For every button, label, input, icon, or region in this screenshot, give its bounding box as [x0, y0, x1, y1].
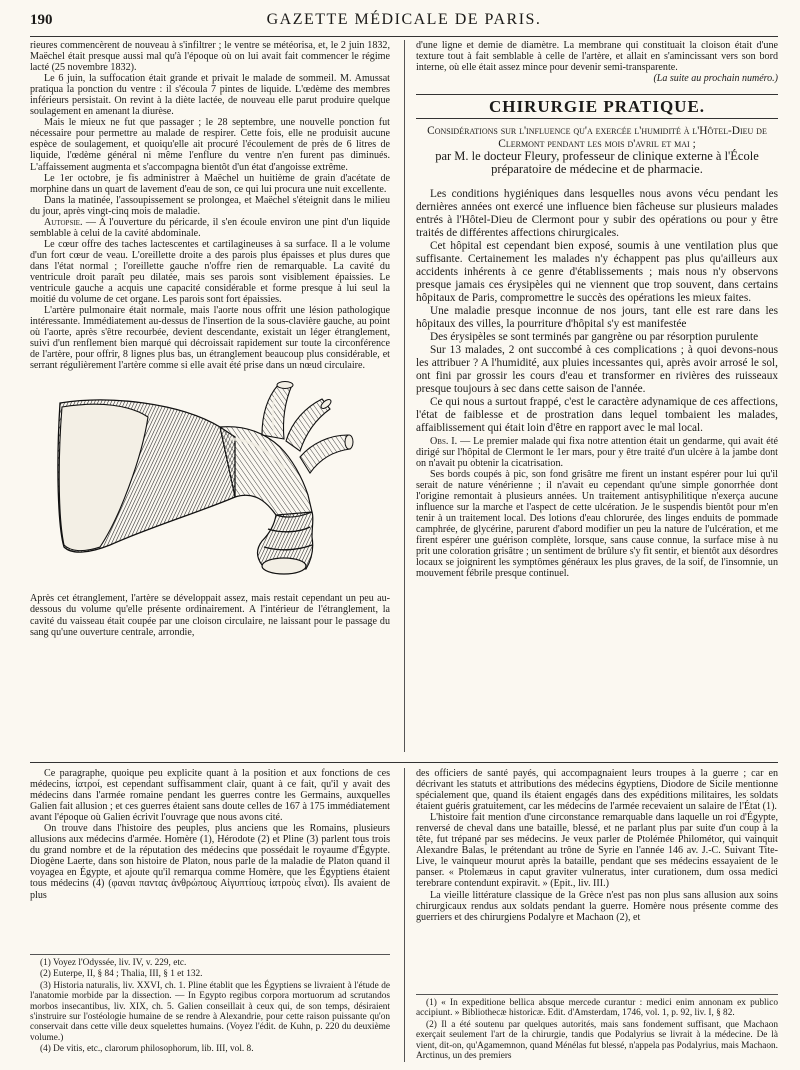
paragraph: La vieille littérature classique de la Grèce n'est pas non plus sans allusion aux soins chirurgicaux rendus aux soldats pendant la guerre. Homère nous présente comme des guerriers et des chirurgiens Podalyre et Machaon (2), et — [416, 889, 778, 923]
paragraph: Le cœur offre des taches lactescentes et cartilagineuses à sa surface. Il a le volume d'un fort cœur de veau. L'oreillette droite a des parois plus épaisses et plus dures que dans l'état normal ; l'oreillette gauche n'offre rien de remarquable. La cavité du ventricule droit paraît peu dilatée, mais ses parois sont visiblement épaissies. Le ventricule gauche a acquis une capacité considérable et forme presque à lui seul la moitié du volume de cet organe. Les parois sont fort épaissies. — [30, 238, 390, 306]
footnote: (3) Historia naturalis, liv. XXVI, ch. 1. Pline établit que les Égyptiens se livraient à l'étude de l'anatomie morbide par la dissection. — In Egypto regibus corpora mortuorum ad scrutandos morbos insecantibus, liv. XIX, ch. 5. Galien conseillait à ceux qui, de son temps, désiraient s'instruire sur l'ostéologie humaine de se rendre à Alexandrie, pour cette raison puissante qu'on conservait dans cette ville deux squelettes humains. (Voyez l'édit. de Kuhn, p. 220 du deuxième volume.) — [30, 980, 390, 1043]
section-title: CHIRURGIE PRATIQUE. — [416, 94, 778, 119]
paragraph: Mais le mieux ne fut que passager ; le 28 septembre, une nouvelle ponction fut nécessaire pour permettre au malade de respirer. Cette fois, elle ne produisit aucune espèce de soulagement, et quoiqu'elle ait procuré l'écoulement de près de 6 litres de liquide, l'œdème général ni même l'enflure du ventre n'en furent pas diminués. L'affaissement augmenta et s'accompagna bientôt d'un état d'angoisse extrême. — [30, 117, 390, 173]
footnote: (2) Il a été soutenu par quelques autorités, mais sans fondement suffisant, que Machaon exerçait seulement l'art de la chirurgie, tandis que Podalyrius se livrait à la médecine. De là vient, dit-on, qu'Agamemnon, quand Ménélas fut blessé, n'appela pas Podalyrius, mais Machaon. Arctinus, un des premiers — [416, 1019, 778, 1062]
article-heading — [416, 125, 778, 175]
page-number: 190 — [30, 12, 53, 28]
journal-title: GAZETTE MÉDICALE DE PARIS. — [266, 11, 542, 28]
observation-paragraph — [416, 436, 778, 469]
paragraph: Ses bords coupés à pic, son fond grisâtre me firent un instant espérer pour lui qu'il serait de nature vénérienne ; il n'avait eu cependant qu'une simple gonorrhée dont l'origine remontait à plusieurs années. Un traitement antisyphilitique n'exerça aucune influence sur la marche et l'aspect de cette ulcération. Je le suspendis bientôt pour m'en tenir à un traitement local. Des lotions d'eau chlorurée, des linges enduits de pommade camphrée, de glycérine, parurent d'abord modifier un peu la nature de l'ulcération, et me firent espérer une guérison complète, lorsque, sans cause connue, la surface mise à nu prit une coloration grisâtre ; un sentiment de brûlure s'y fit sentir, et bientôt aux désordres locaux se joignirent les symptômes généraux les plus graves, de la soif, de l'insomnie, un mouvement fébrile presque continuel. — [416, 468, 778, 580]
footnote-rule — [416, 994, 778, 995]
footnote: (1) Voyez l'Odyssée, liv. IV, v. 229, etc. — [40, 958, 187, 968]
footnotes-right — [416, 998, 778, 1062]
paragraph: rieures commencèrent de nouveau à s'infiltrer ; le ventre se météorisa, et, le 2 juin 1832, Maëchel était presque aussi mal qu'à l'époque où on lui avait fait commencer le régime lacté (25 novembre 1832). — [30, 40, 390, 74]
paragraph: Des érysipèles se sont terminés par gangrène ou par résorption purulente — [430, 331, 759, 344]
paragraph: Une maladie presque inconnue de nos jours, tant elle est rare dans les hôpitaux des villes, la pourriture d'hôpital s'y est manifestée — [416, 305, 778, 331]
paragraph: L'artère pulmonaire était normale, mais l'aorte nous offrit une lésion pathologique intéressante. Immédiatement au-dessus de l'insertion de la sous-clavière gauche, au point où l'aorte, après s'être recourbée, devient descendante, existait un léger étranglement, suivi d'un renflement bien marqué qui décroissait rapidement sur toute la circonférence de l'artère, pour offrir, 8 lignes plus bas, un étranglement beaucoup plus considérable, et serrant régulièrement l'artère comme si elle avait été prise dans un nœud circulaire. — [30, 305, 390, 372]
footnote: (2) Euterpe, II, § 84 ; Thalia, III, § 1 et 132. — [40, 969, 203, 980]
aorta-illustration — [30, 377, 390, 585]
feuilleton-rule — [30, 762, 778, 763]
paragraph: L'histoire fait mention d'une circonstance remarquable dans laquelle un roi d'Égypte, renversé de cheval dans une bataille, blessé, et ne parlant plus par suite d'un coup à la tête, fut trépané par ses médecins. Je veux parler de Ptolémée Philométor, qui vainquit Alexandre Balas, le prétendant au trône de Syrie en l'année 146 av. J.-C. Suivant Tite-Live, le vainqueur mourut après la bataille, pendant que ses médecins essayaient de le panser. « Ptolemæus in caput graviter vulneratus, inter curationem, dum ossa medici terebrare contendunt expiravit. » (Epit., liv. III.) — [416, 812, 778, 890]
feuilleton-left — [30, 768, 390, 950]
article-body — [416, 188, 778, 436]
paragraph: Sur 13 malades, 2 ont succombé à ces complications ; à quoi devons-nous les attribuer ? A l'humidité, aux pluies incessantes qui, après avoir arrosé le sol, ont fini par grossir les cours d'eau et transformer en rivières des ruisseaux presque toujours à sec dans cette saison de l'année. — [416, 344, 778, 396]
paragraph: d'une ligne et demie de diamètre. La membrane qui constituait la cloison était d'une texture tout à fait semblable à celle de l'artère, et allait en s'amincissant vers son bord interne, où elle était assez mince pour devenir semi-transparente. — [416, 40, 778, 74]
paragraph: Le 1er octobre, je fis administrer à Maëchel un huitième de grain d'acétate de morphine dans un quart de lavement d'eau de son, ce qui lui procura une nuit excellente. — [30, 172, 390, 195]
paragraph: Après cet étranglement, l'artère se développait assez, mais restait cependant un peu au-dessous du volume qu'elle présente ordinairement. A l'intérieur de l'étranglement, la cavité du vaisseau était coupée par une cloison circulaire, ne laissant pour le passage du sang qu'une ouverture centrale, arrondie, — [30, 593, 390, 638]
autopsie-label: Autopsie. — [44, 216, 83, 228]
paragraph: des officiers de santé payés, qui accompagnaient leurs troupes à la guerre ; car en décrivant les statuts et attributions des médecins égyptiens, Diodore de Sicile mentionne spécialement que, quand ils étaient engagés dans des expéditions militaires, les soldats étaient guéris gratuitement, car les médecins de l'armée recevaient un salaire de l'État (1). — [416, 768, 778, 813]
article-byline: par M. le docteur Fleury, professeur de clinique externe à l'École préparatoire de médecine et de pharmacie. — [435, 149, 759, 177]
paragraph: Ce qui nous a surtout frappé, c'est le caractère adynamique de ces affections, l'état de faiblesse et de prostration dans lequel tombaient les malades, affaiblissement qui était loin d'être en rapport avec le mal local. — [416, 396, 778, 435]
paragraph: Dans la matinée, l'assoupissement se prolongea, et Maëchel s'éteignit dans le milieu du jour, après vingt-cinq mois de maladie. — [30, 194, 390, 217]
footnote: (4) De vitis, etc., clarorum philosophorum, lib. III, vol. 8. — [40, 1044, 254, 1055]
feuilleton-right — [416, 768, 778, 990]
autopsie-text: — A l'ouverture du péricarde, il s'en écoule environ une pint d'un liquide semblable à celui de la cavité abdominale. — [30, 216, 390, 239]
running-header — [30, 10, 778, 32]
autopsie-paragraph — [30, 217, 390, 239]
footnotes-left — [30, 958, 390, 1062]
right-column — [416, 40, 778, 756]
paragraph: Le 6 juin, la suffocation était grande et privait le malade de sommeil. M. Amussat pratiqua la ponction du ventre : il s'écoula 7 pintes de liquide. L'œdème des membres inférieurs persistait. On revint à la diète lactée, de nouveau elle parut produire quelque soulagement en amenant la diurèse. — [30, 73, 390, 118]
left-column — [30, 40, 390, 756]
to-be-continued: (La suite au prochain numéro.) — [653, 73, 778, 85]
header-rule — [30, 36, 778, 37]
aorta-engraving — [30, 377, 390, 585]
newspaper-page — [30, 10, 778, 1062]
paragraph: Les conditions hygiéniques dans lesquelles nous avons vécu pendant les dernières années ont exercé une influence bien fâcheuse sur plusieurs malades entrés à l'Hôtel-Dieu de Clermont pour y subir des opérations ou pour y être traités de différentes affections chirurgicales. — [416, 187, 778, 239]
column-divider — [404, 40, 405, 752]
footnote-rule — [30, 954, 390, 955]
obs-text: — Le premier malade qui fixa notre attention était un gendarme, qui avait été dirigé sur l'hôpital de Clermont le 1er mars, pour y être traité d'un ulcère à la jambe dont on n'avait pu obtenir la cicatrisation. — [416, 435, 778, 469]
obs-label: Obs. I. — [430, 435, 458, 447]
article-title: Considérations sur l'influence qu'a exercée l'humidité à l'Hôtel-Dieu de Clermont pendant les mois d'avril et mai ; — [427, 125, 767, 150]
paragraph: On trouve dans l'histoire des peuples, plus anciens que les Romains, plusieurs allusions aux médecins d'armée. Homère (1), Hérodote (2) et Pline (3) parlent tous trois du grand nombre et de la réputation des médecins que possédait le royaume d'Égypte. Diogène Laerte, dans son histoire de Platon, nous parle de la maladie de Platon quand il voyagea en Égypte, et ajoute qu'il remarqua comme Homère, que les Égyptiens étaient tous médecins (4) (φαναι παντας ἀνθρώπους Αἰγυπτίους ἰατροὺς εἶναι). Ils avaient de plus — [30, 823, 390, 901]
column-divider — [404, 768, 405, 1062]
footnote: (1) « In expeditione bellica absque mercede curantur : medici enim annonam ex publico accipiunt. » Bibliothecæ historicæ. Edit. d'Amsterdam, 1746, vol. 1, p. 92, liv. I, § 82. — [416, 998, 778, 1019]
paragraph: Cet hôpital est cependant bien exposé, soumis à une ventilation plus que suffisante. Certainement les malades n'y échappent pas plus qu'ailleurs aux accidents inhérents à ce genre d'établissements ; mais nous n'y observons presque jamais ces érysipèles qui ne viennent que trop souvent, dans certains hôpitaux de Paris, compromettre le succès des opérations les mieux faites. — [416, 239, 778, 304]
paragraph: Ce paragraphe, quoique peu explicite quant à la position et aux fonctions de ces médecins, ἰατροί, est cependant suffisamment clair, quant à ce fait, qu'il y avait des médecins dans l'armée romaine pendant les guerres contre les Germains, auxquelles Galien fait allusion ; et ces guerres étaient sans doute celles de 167 à 175 immédiatement avant l'époque où Galien écrivit l'ouvrage que nous avons cité. — [30, 768, 390, 824]
